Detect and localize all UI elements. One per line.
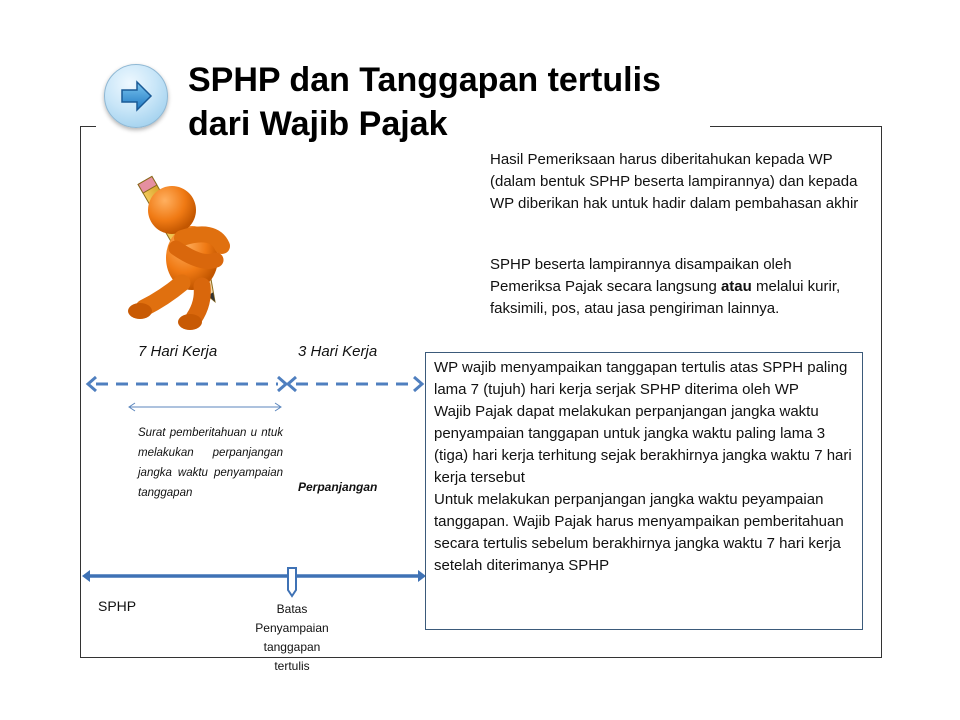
info-box bbox=[425, 352, 863, 630]
label-7-hari-kerja: 7 Hari Kerja bbox=[138, 343, 218, 360]
solid-timeline bbox=[82, 570, 426, 582]
label-perpanjangan: Perpanjangan bbox=[298, 480, 378, 494]
para2-text-a: SPHP beserta lampirannya disampaikan oleh Pemeriksa Pajak secara langsung bbox=[490, 256, 792, 295]
info-line-1: WP wajib menyampaikan tanggapan tertulis atas SPPH paling lama 7 (tujuh) hari kerja serjak SPHP diterima oleh WP bbox=[434, 359, 848, 398]
info-line-2: Wajib Pajak dapat melakukan perpanjangan jangka waktu penyampaian tanggapan untuk jangka waktu paling lama 3 (tiga) hari kerja terhitung sejak berakhirnya jangka waktu 7 hari kerja tersebut bbox=[434, 403, 852, 486]
dashed-arrow-7-days bbox=[88, 377, 286, 391]
para2-bold: atau bbox=[720, 278, 752, 295]
label-batas-penyampaian: Batas Penyampaian tanggapan tertulis bbox=[255, 602, 329, 673]
paragraph-hasil-pemeriksaan: Hasil Pemeriksaan harus diberitahukan kepada WP (dalam bentuk SPHP beserta lampirannya) dan kepada WP diberikan hak untuk hadir dalam pembahasan akhir bbox=[490, 151, 859, 212]
label-sphp: SPHP bbox=[98, 598, 137, 614]
title-line-1: SPHP dan Tanggapan tertulis bbox=[188, 61, 661, 99]
label-3-hari-kerja: 3 Hari Kerja bbox=[298, 343, 378, 360]
dashed-arrow-3-days bbox=[288, 377, 422, 391]
note-surat-pemberitahuan: Surat pemberitahuan u ntuk melakukan perpanjangan jangka waktu penyampaian tanggapan bbox=[138, 427, 283, 499]
deadline-marker bbox=[288, 568, 296, 596]
title-line-2: dari Wajib Pajak bbox=[188, 105, 448, 143]
para2-text-b: melalui kurir, faksimili, pos, atau jasa pengiriman lainnya. bbox=[490, 278, 841, 317]
thin-arrow-notice bbox=[129, 403, 281, 411]
info-line-3: Untuk melakukan perpanjangan jangka waktu peyampaian tanggapan. Wajib Pajak harus menyampaikan pemberitahuan secara tertulis sebelum berakhirnya jangka waktu 7 hari kerja setelah diterimanya SPHP bbox=[434, 491, 844, 574]
